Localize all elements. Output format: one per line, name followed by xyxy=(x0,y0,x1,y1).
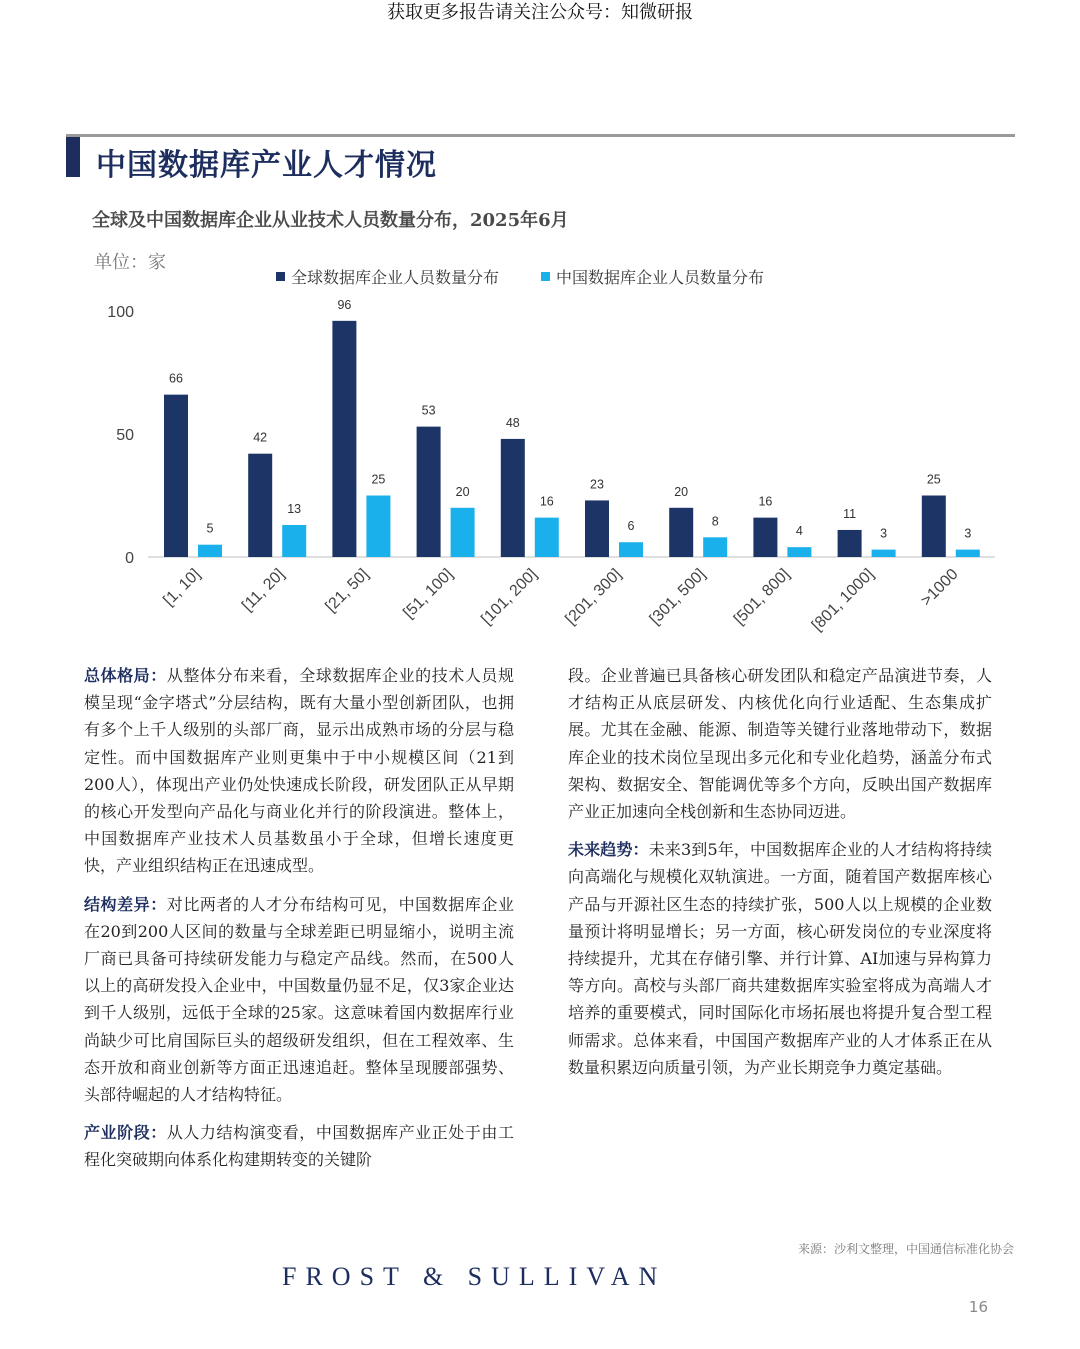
bar-global xyxy=(501,439,525,557)
data-label: 20 xyxy=(455,484,470,499)
body-trend: 未来3到5年，中国数据库企业的人才结构将持续向高端化与规模化双轨演进。一方面，随着国产数据库核心产品与开源社区生态的持续扩张，500人以上规模的企业数量预计将明显增长；另一方面，核心研发岗位的专业深度将持续提升，尤其在存储引擎、并行计算、AI加速与异构算力等方向。高校与头部厂商共建数据库实验室将成为高端人才培养的重要模式，同时国际化市场拓展也将提升复合型工程师需求。总体来看，中国国产数据库产业的人才体系正在从数量积累迈向质量引领，为产业长期竞争力奠定基础。 xyxy=(568,840,992,1077)
data-label: 3 xyxy=(964,526,972,541)
data-label: 6 xyxy=(627,519,635,534)
data-label: 13 xyxy=(287,502,302,517)
x-tick-label: [1, 10] xyxy=(160,565,204,610)
promo-banner: 获取更多报告请关注公众号：知微研报 xyxy=(387,2,693,23)
source-note: 来源：沙利文整理，中国通信标准化协会 xyxy=(797,1242,1014,1256)
data-label: 3 xyxy=(880,526,888,541)
y-tick-label: 0 xyxy=(125,550,134,567)
body-structure: 对比两者的人才分布结构可见，中国数据库企业在20到200人区间的数量与全球差距已明显缩小，说明主流厂商已具备可持续研发能力与稳定产品线。然而，在500人以上的高研发投入企业中，中国数量仍显不足，仅3家企业达到千人级别，远低于全球的25家。这意味着国内数据库行业尚缺少可比肩国际巨头的超级研发组织，但在工程效率、生态开放和商业创新等方面正迅速追赶。整体呈现腰部强势、头部待崛起的人才结构特征。 xyxy=(84,894,514,1105)
data-label: 8 xyxy=(711,514,719,529)
data-label: 25 xyxy=(926,472,941,487)
body-stage: 从人力结构演变看，中国数据库产业正处于由工程化突破期向体系化构建期转变的关键阶 xyxy=(84,1123,514,1170)
bar-global xyxy=(838,530,862,557)
legend-label-china: 中国数据库企业人员数量分布 xyxy=(556,267,765,287)
x-tick-label: [11, 20] xyxy=(239,565,289,615)
bar-china xyxy=(872,550,896,557)
text-column-right xyxy=(568,662,992,1092)
x-tick-label: [301, 500] xyxy=(646,565,710,629)
data-label: 66 xyxy=(169,371,183,386)
paragraph-structure xyxy=(84,891,514,1109)
data-label: 20 xyxy=(674,484,689,499)
bar-china xyxy=(366,496,390,558)
body-overall: 从整体分布来看，全球数据库企业的技术人员规模呈现“金字塔式”分层结构，既有大量小型创新团队，也拥有多个上千人级别的头部厂商，显示出成熟市场的分层与稳定性。而中国数据库产业则更集中于中小规模区间（21到200人），体现出产业仍处快速成长阶段，研发团队正从早期的核心开发型向产品化与商业化并行的阶段演进。整体上，中国数据库产业技术人员基数虽小于全球，但增长速度更快，产业组织结构正在迅速成型。 xyxy=(84,666,514,876)
bar-china xyxy=(787,547,811,557)
data-label: 23 xyxy=(590,477,604,492)
bar-china xyxy=(619,542,643,557)
text-column-left xyxy=(84,662,514,1185)
y-tick-label: 50 xyxy=(116,427,134,444)
bar-china xyxy=(535,518,559,557)
lead-stage: 产业阶段： xyxy=(84,1123,167,1143)
x-tick-label: [21, 50] xyxy=(322,565,373,616)
page-title: 中国数据库产业人才情况 xyxy=(96,148,437,183)
brand-logo: FROST & SULLIVAN xyxy=(282,1262,667,1291)
data-label: 42 xyxy=(253,430,268,445)
bar-global xyxy=(753,518,777,557)
paragraph-stage-cont xyxy=(568,662,992,825)
page-number: 16 xyxy=(968,1298,988,1316)
x-tick-label: [501, 800] xyxy=(730,565,794,629)
x-tick-label: [101, 200] xyxy=(478,565,541,629)
legend-swatch-global xyxy=(276,272,285,281)
legend-label-global: 全球数据库企业人员数量分布 xyxy=(291,267,500,287)
body-stage-cont: 段。企业普遍已具备核心研发团队和稳定产品演进节奏，人才结构正从底层研发、内核优化向行业适配、生态集成扩展。尤其在金融、能源、制造等关键行业落地带动下，数据库企业的技术岗位呈现出多元化和专业化趋势，涵盖分布式架构、数据安全、智能调优等多个方向，反映出国产数据库产业正加速向全栈创新和生态协同迈进。 xyxy=(568,666,992,822)
bar-china xyxy=(282,525,306,557)
x-tick-label: [51, 100] xyxy=(400,565,457,622)
data-label: 16 xyxy=(758,494,773,509)
data-label: 53 xyxy=(421,403,436,418)
paragraph-trend xyxy=(568,836,992,1081)
x-tick-label: [801, 1000] xyxy=(808,565,878,635)
bar-global xyxy=(922,496,946,558)
bar-global xyxy=(164,395,188,557)
chart-title: 全球及中国数据库企业从业技术人员数量分布，2025年6月 xyxy=(92,210,569,231)
chart-unit-label: 单位：家 xyxy=(94,252,166,273)
bar-global xyxy=(332,321,356,557)
legend-item-global xyxy=(276,264,499,288)
legend-item-china xyxy=(541,264,764,288)
data-label: 25 xyxy=(371,472,386,487)
bar-chart xyxy=(0,290,1080,655)
lead-overall: 总体格局： xyxy=(84,666,167,685)
chart-legend xyxy=(276,264,764,288)
bar-global xyxy=(248,454,272,557)
data-label: 4 xyxy=(795,524,803,539)
data-label: 16 xyxy=(539,494,554,509)
bar-china xyxy=(703,537,727,557)
paragraph-stage xyxy=(84,1119,514,1173)
bar-global xyxy=(669,508,693,557)
bar-china xyxy=(198,545,222,557)
x-tick-label: [201, 300] xyxy=(562,565,625,629)
bar-global xyxy=(585,500,609,557)
title-accent-bar xyxy=(66,137,80,177)
x-tick-label: >1000 xyxy=(917,565,962,610)
bar-china xyxy=(956,550,980,557)
data-label: 96 xyxy=(337,297,352,312)
bar-china xyxy=(451,508,475,557)
legend-swatch-china xyxy=(541,272,550,281)
y-tick-label: 100 xyxy=(107,304,134,321)
header-rule xyxy=(66,134,1015,137)
bar-global xyxy=(417,427,441,557)
lead-trend: 未来趋势： xyxy=(568,840,649,860)
data-label: 5 xyxy=(206,521,214,536)
lead-structure: 结构差异： xyxy=(84,894,167,914)
data-label: 48 xyxy=(505,415,520,430)
data-label: 11 xyxy=(843,506,857,521)
paragraph-overall xyxy=(84,662,514,880)
